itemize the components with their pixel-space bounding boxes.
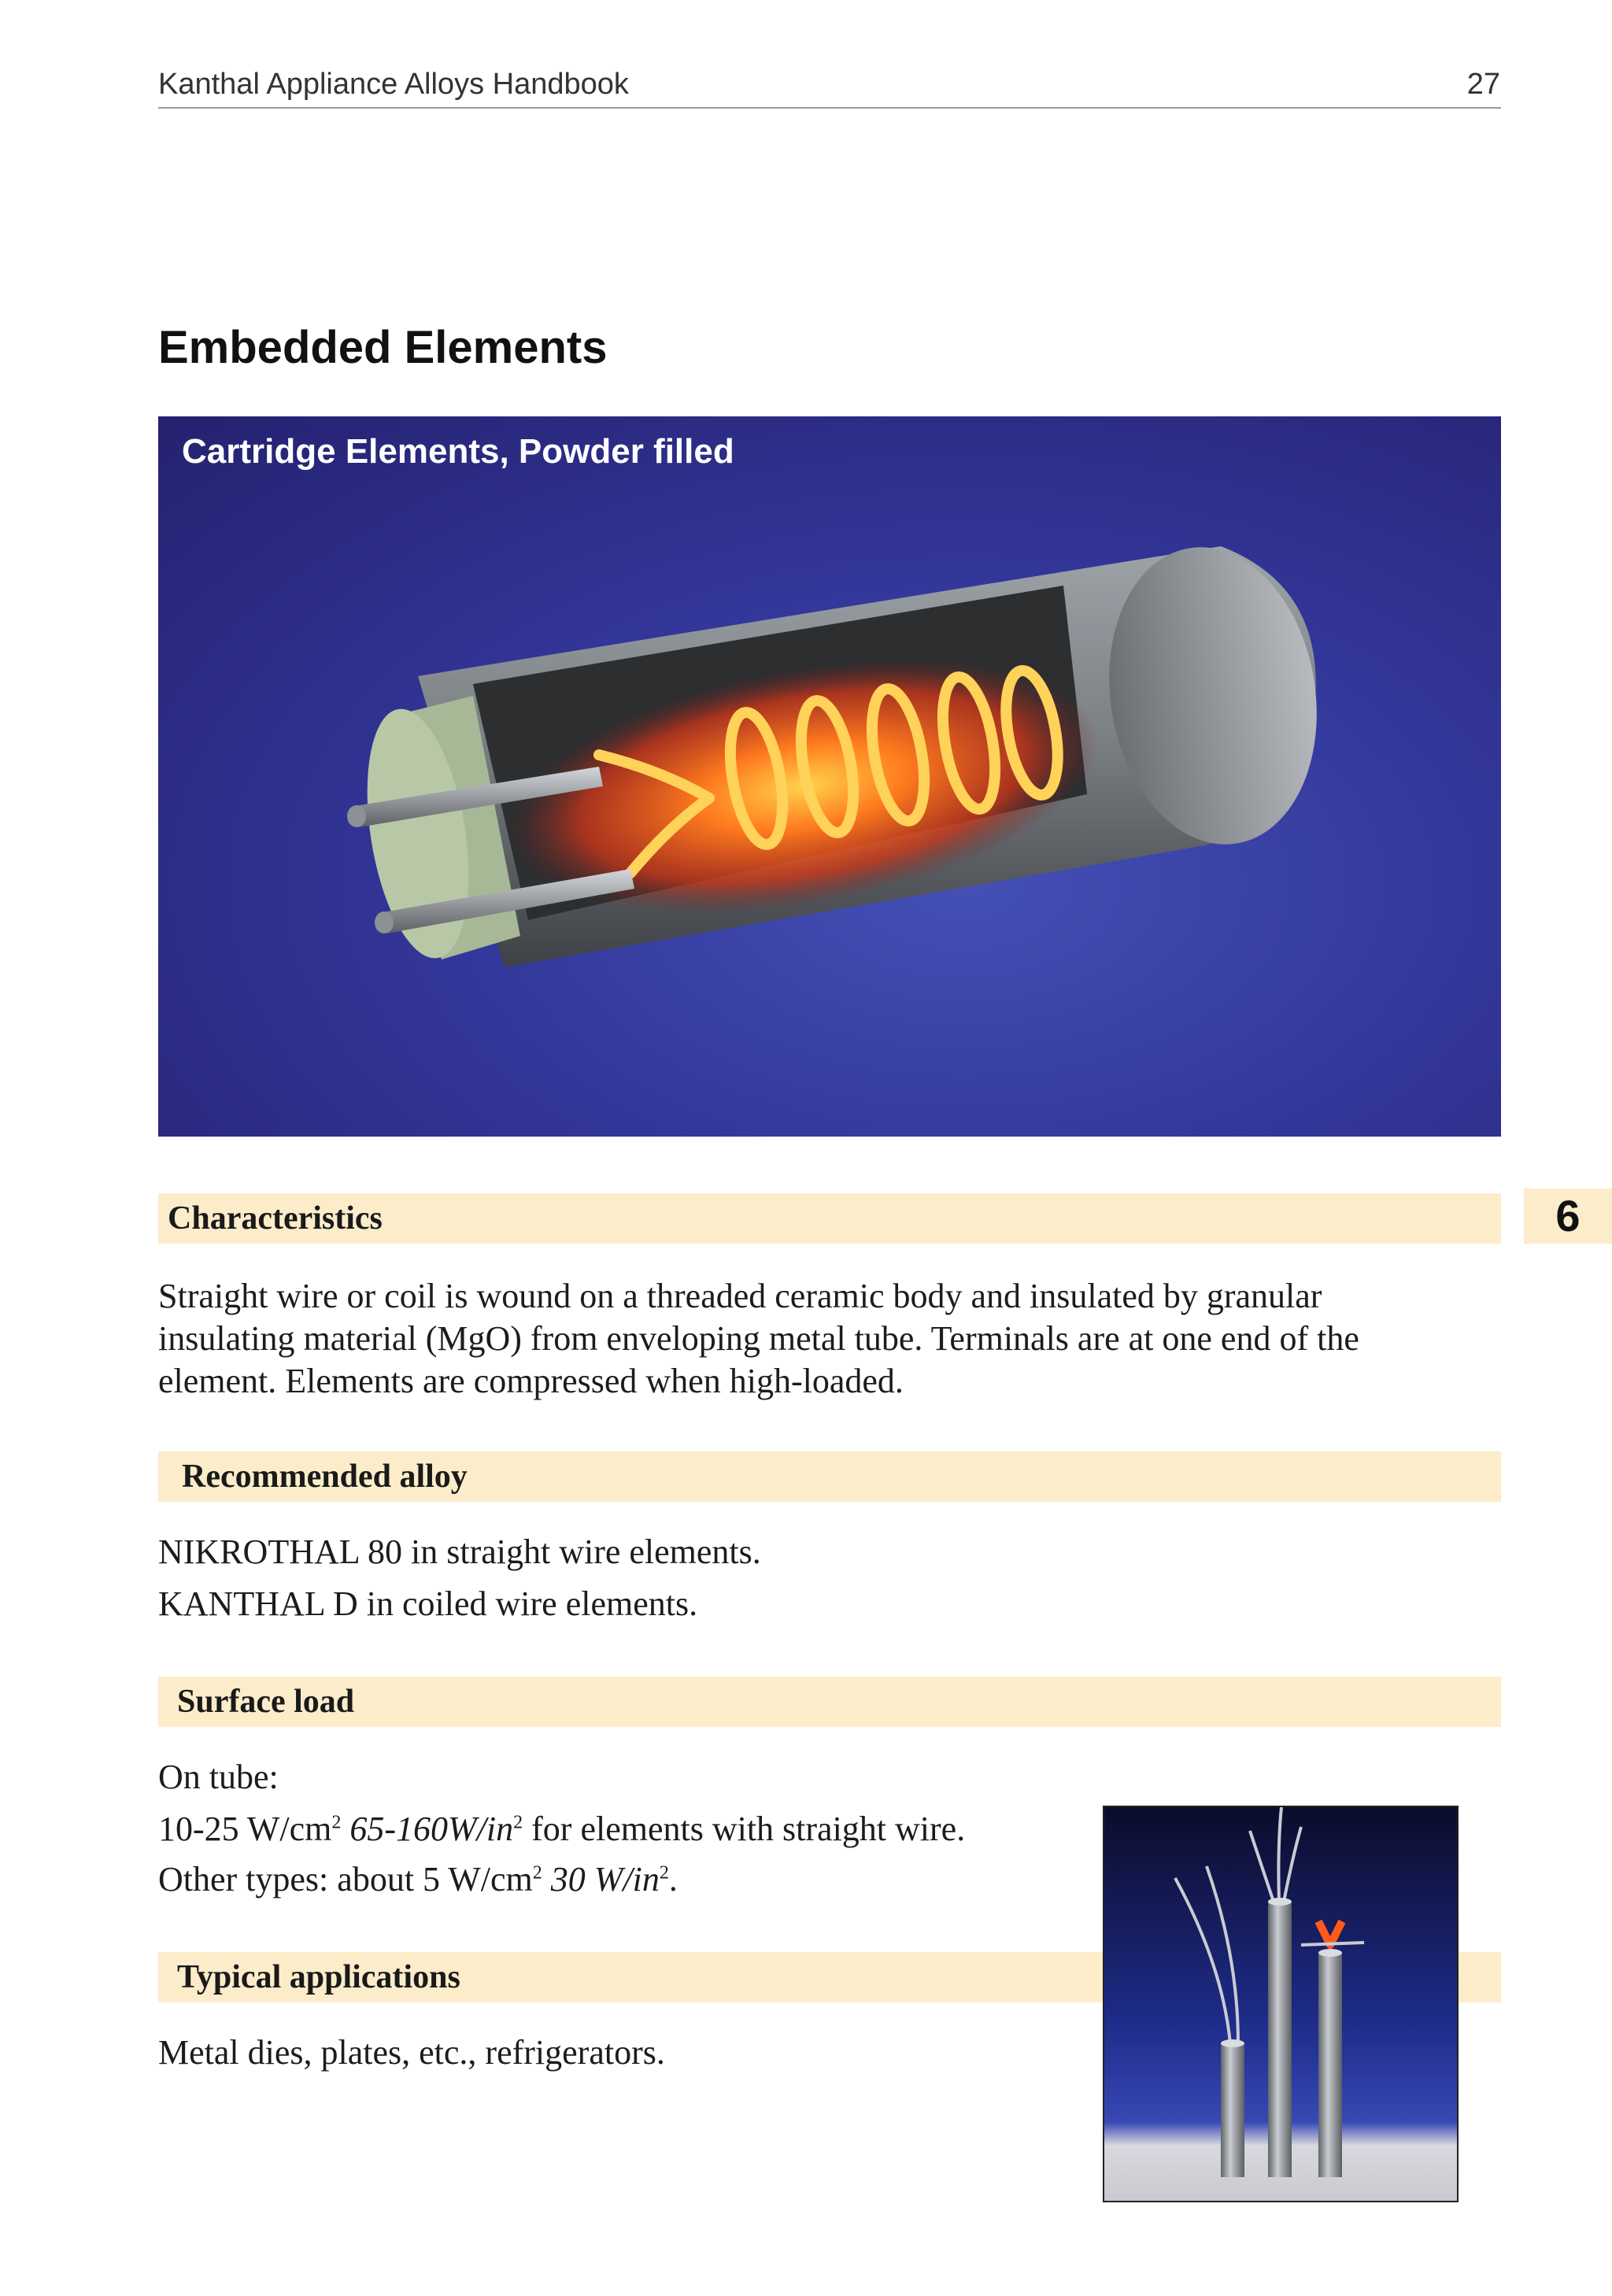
page-number: 27 [1466, 68, 1500, 101]
running-header-title: Kanthal Appliance Alloys Handbook [158, 68, 629, 101]
surface-load-band [158, 1677, 1501, 1727]
surface-load-value: Other types: about 5 W/cm [158, 1860, 533, 1899]
surface-load-intro: On tube: [158, 1758, 279, 1796]
cartridge-elements-photo [1103, 1806, 1459, 2202]
cartridge-photo-drawing [1104, 1807, 1457, 2201]
surface-load-line-straight [158, 1809, 965, 1849]
surface-load-heading: Surface load [177, 1684, 355, 1720]
characteristics-line: element. Elements are compressed when high-loaded. [158, 1362, 904, 1400]
typical-applications-heading: Typical applications [177, 1959, 460, 1995]
header-divider [158, 107, 1501, 109]
chapter-tab: 6 [1524, 1189, 1612, 1244]
alloy-line: NIKROTHAL 80 in straight wire elements. [158, 1533, 761, 1571]
superscript: 2 [331, 1812, 342, 1833]
superscript: 2 [513, 1812, 523, 1833]
surface-load-suffix: for elements with straight wire. [523, 1810, 966, 1848]
characteristics-line: insulating material (MgO) from enveloping metal tube. Terminals are at one end of the [158, 1319, 1359, 1358]
surface-load-value: 10-25 W/cm [158, 1810, 332, 1848]
alloy-line: KANTHAL D in coiled wire elements. [158, 1584, 698, 1623]
superscript: 2 [659, 1862, 669, 1884]
superscript: 2 [532, 1862, 542, 1884]
cartridge-element-illustration [158, 416, 1501, 1137]
characteristics-text [158, 1275, 1359, 1403]
page-title: Embedded Elements [158, 322, 608, 373]
recommended-alloy-heading: Recommended alloy [182, 1459, 468, 1495]
surface-load-line-other [158, 1859, 678, 1899]
characteristics-line: Straight wire or coil is wound on a threaded ceramic body and insulated by granular [158, 1277, 1322, 1315]
hero-caption: Cartridge Elements, Powder filled [182, 432, 734, 471]
cartridge-cutaway-drawing [158, 416, 1501, 1137]
typical-applications-text: Metal dies, plates, etc., refrigerators. [158, 2033, 665, 2072]
surface-load-imperial: 30 W/in [542, 1860, 660, 1899]
recommended-alloy-band [158, 1451, 1501, 1502]
characteristics-band [158, 1193, 1501, 1244]
surface-load-imperial: 65-160W/in [341, 1810, 514, 1848]
surface-load-suffix: . [668, 1860, 678, 1899]
characteristics-heading: Characteristics [168, 1200, 383, 1237]
